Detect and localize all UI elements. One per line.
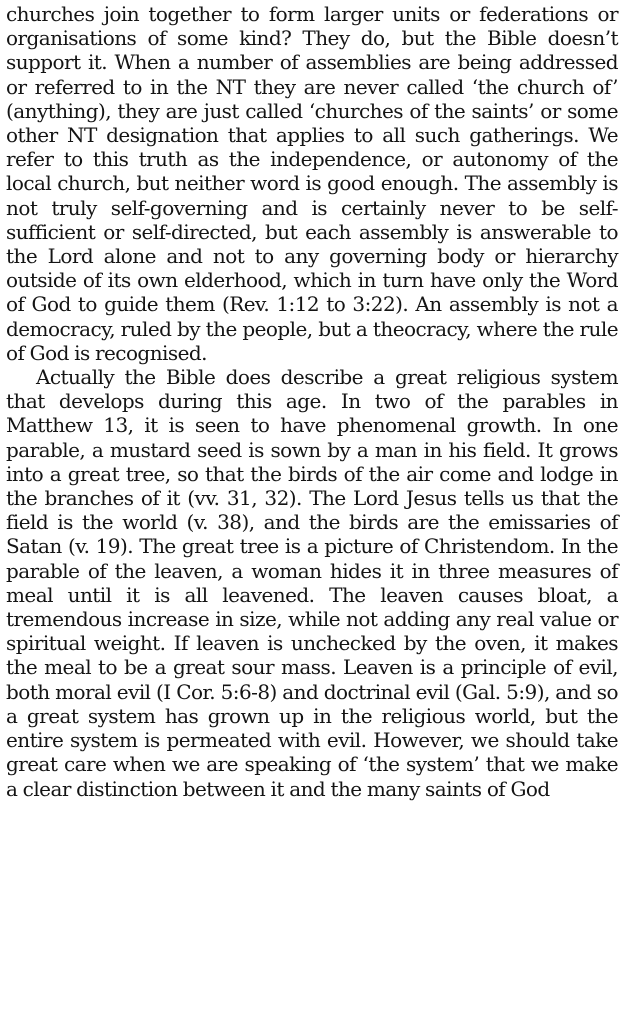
paragraph-continuation: churches join together to form larger units or federations or organisations of some kind? They do, but the Bible doesn’t support it. When a number of assemblies are being addressed or referred to in the NT they are never called ‘the church of’ (anything), they are just called ‘churches of the saints’ or some other NT designation that applies to all such gatherings. We refer to this truth as the independence, or autonomy of the local church, but neither word is good enough. The assembly is not truly self-governing and is certainly never to be self-sufficient or self-directed, but each assembly is answerable to the Lord alone and not to any governing body or hierarchy outside of its own elderhood, which in turn have only the Word of God to guide them (Rev. 1:12 to 3:22). An assembly is not a democracy, ruled by the people, but a theocracy, where the rule of God is recognised. xyxy=(6,2,618,365)
paragraph-religious-system: Actually the Bible does describe a great religious system that develops during this age. In two of the parables in Matthew 13, it is seen to have phenomenal growth. In one parable, a mustard seed is sown by a man in his field. It grows into a great tree, so that the birds of the air come and lodge in the branches of it (vv. 31, 32). The Lord Jesus tells us that the field is the world (v. 38), and the birds are the emissaries of Satan (v. 19). The great tree is a picture of Christendom. In the parable of the leaven, a woman hides it in three measures of meal until it is all leavened. The leaven causes bloat, a tremendous increase in size, while not adding any real value or spiritual weight. If leaven is unchecked by the oven, it makes the meal to be a great sour mass. Leaven is a principle of evil, both moral evil (I Cor. 5:6-8) and doctrinal evil (Gal. 5:9), and so a great system has grown up in the religious world, but the entire system is permeated with evil. However, we should take great care when we are speaking of ‘the system’ that we make a clear distinction between it and the many saints of God xyxy=(6,365,618,801)
document-page xyxy=(6,2,618,1022)
